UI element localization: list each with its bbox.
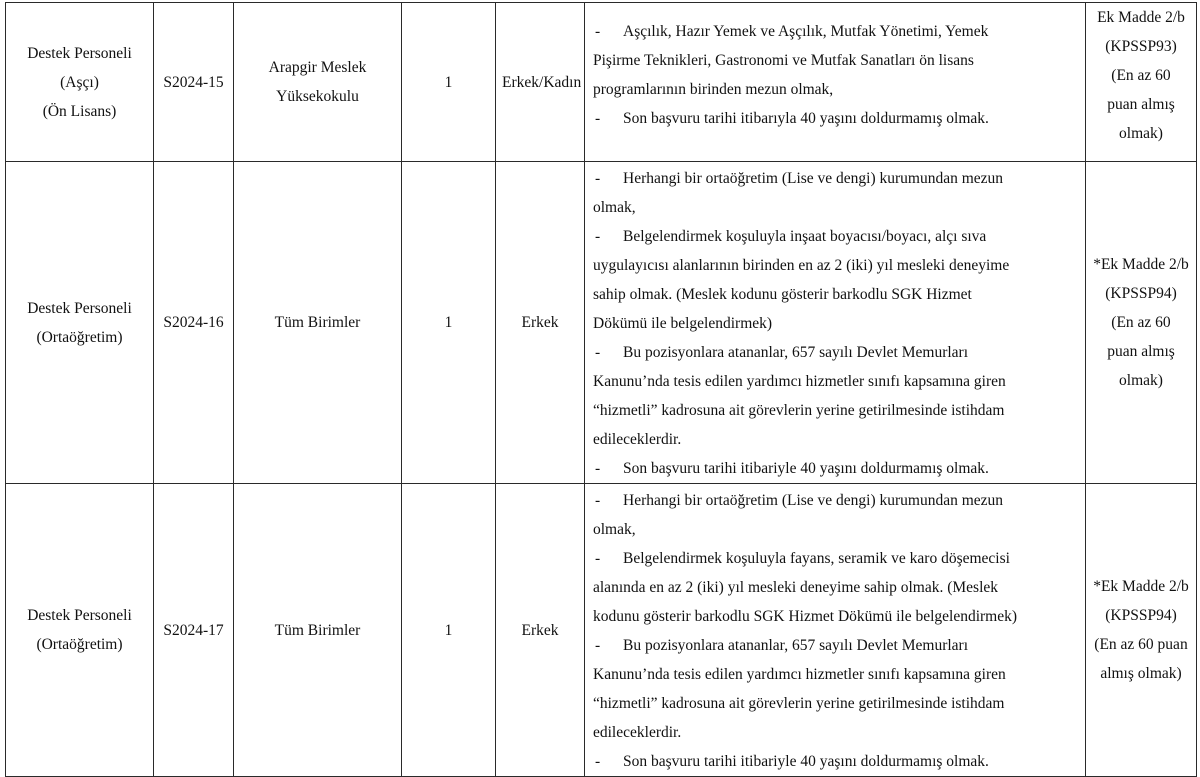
condition-line [593, 164, 1077, 193]
table-row [6, 3, 1197, 162]
condition-line [593, 486, 1077, 515]
condition-text: Pişirme Teknikleri, Gastronomi ve Mutfak Sanatları ön lisans [593, 52, 974, 69]
bullet-dash: - [595, 550, 601, 567]
condition-text: uygulayıcısı alanlarının birinden en az 2 (iki) yıl mesleki deneyime [593, 257, 1010, 274]
unit-cell [234, 162, 402, 484]
condition-text: Belgelendirmek koşuluyla fayans, seramik ve karo döşemecisi [623, 550, 1010, 567]
requirement-cell-line: (En az 60 [1111, 314, 1171, 331]
condition-text: Son başvuru tarihi itibariyle 40 yaşını doldurmamış olmak. [623, 753, 989, 770]
condition-text: Son başvuru tarihi itibarıyla 40 yaşını doldurmamış olmak. [623, 110, 989, 127]
condition-text: programlarının birinden mezun olmak, [593, 81, 834, 98]
position-cell-line: (Ortaöğretim) [36, 328, 123, 346]
code-cell: S2024-15 [154, 3, 234, 162]
requirement-cell-line: *Ek Madde 2/b [1093, 578, 1189, 595]
requirement-cell [1086, 162, 1197, 484]
condition-line [593, 251, 1077, 280]
condition-text: Dökümü ile belgelendirmek) [593, 315, 773, 332]
condition-line [593, 280, 1077, 309]
table-body [6, 3, 1197, 777]
condition-line [593, 396, 1077, 425]
position-cell [6, 3, 154, 162]
requirement-cell-line: olmak) [1119, 125, 1163, 142]
bullet-dash: - [595, 637, 601, 654]
requirement-cell-line: Ek Madde 2/b [1097, 9, 1185, 26]
condition-text: sahip olmak. (Meslek kodunu gösterir barkodlu SGK Hizmet [593, 286, 972, 303]
condition-line [593, 338, 1077, 367]
condition-text: kodunu gösterir barkodlu SGK Hizmet Dökümü ile belgelendirmek) [593, 608, 1018, 625]
position-cell-line: (Aşçı) [60, 73, 99, 91]
requirement-cell-line: puan almış [1107, 96, 1175, 113]
condition-line [593, 544, 1077, 573]
condition-text: “hizmetli” kadrosuna ait görevlerin yerine getirilmesinde istihdam [593, 402, 1005, 419]
condition-line [593, 631, 1077, 660]
condition-line [593, 222, 1077, 251]
position-cell-line: Destek Personeli [27, 607, 132, 624]
requirement-cell-line: (En az 60 [1111, 67, 1171, 84]
gender-cell: Erkek [496, 484, 585, 777]
condition-text: Kanunu’nda tesis edilen yardımcı hizmetler sınıfı kapsamına giren [593, 666, 1006, 683]
requirement-cell-line: (KPSSP93) [1105, 38, 1177, 55]
condition-text: Son başvuru tarihi itibariyle 40 yaşını doldurmamış olmak. [623, 460, 989, 477]
condition-line [593, 193, 1077, 222]
count-cell: 1 [402, 3, 496, 162]
condition-line [593, 454, 1077, 483]
condition-text: “hizmetli” kadrosuna ait görevlerin yerine getirilmesinde istihdam [593, 695, 1005, 712]
requirement-cell [1086, 484, 1197, 777]
bullet-dash: - [595, 460, 601, 477]
count-cell: 1 [402, 162, 496, 484]
requirement-cell-line: almış olmak) [1100, 665, 1182, 682]
condition-text: edileceklerdir. [593, 431, 682, 448]
requirement-cell-line: *Ek Madde 2/b [1093, 256, 1189, 273]
table-row [6, 162, 1197, 484]
requirement-cell-line: olmak) [1119, 372, 1163, 389]
condition-line [593, 309, 1077, 338]
condition-line [593, 573, 1077, 602]
condition-line [593, 747, 1077, 776]
condition-text: Aşçılık, Hazır Yemek ve Aşçılık, Mutfak Yönetimi, Yemek [623, 23, 989, 40]
condition-line [593, 17, 1077, 46]
condition-text: Kanunu’nda tesis edilen yardımcı hizmetler sınıfı kapsamına giren [593, 373, 1006, 390]
bullet-dash: - [595, 170, 601, 187]
condition-line [593, 718, 1077, 747]
code-cell: S2024-17 [154, 484, 234, 777]
condition-line [593, 660, 1077, 689]
conditions-cell [585, 484, 1086, 777]
condition-text: olmak, [593, 521, 636, 538]
condition-line [593, 104, 1077, 133]
bullet-dash: - [595, 23, 601, 40]
code-cell: S2024-16 [154, 162, 234, 484]
condition-text: Herhangi bir ortaöğretim (Lise ve dengi) kurumundan mezun [623, 492, 1004, 509]
condition-text: Bu pozisyonlara atananlar, 657 sayılı Devlet Memurları [623, 344, 969, 361]
condition-text: alanında en az 2 (iki) yıl mesleki deneyime sahip olmak. (Meslek [593, 579, 999, 596]
condition-text: Bu pozisyonlara atananlar, 657 sayılı Devlet Memurları [623, 637, 969, 654]
requirement-cell-line: (KPSSP94) [1105, 285, 1177, 302]
requirement-cell-line: (KPSSP94) [1105, 607, 1177, 624]
unit-cell [234, 484, 402, 777]
condition-line [593, 515, 1077, 544]
unit-cell-line: Tüm Birimler [274, 314, 361, 331]
condition-line [593, 689, 1077, 718]
condition-text: olmak, [593, 199, 636, 216]
requirement-cell [1086, 3, 1197, 162]
condition-line [593, 46, 1077, 75]
position-cell-line: Destek Personeli [27, 44, 132, 62]
position-cell-line: (Ortaöğretim) [36, 636, 123, 653]
position-cell-line: Destek Personeli [27, 299, 132, 317]
condition-text: Belgelendirmek koşuluyla inşaat boyacısı/boyacı, alçı sıva [623, 228, 987, 245]
gender-cell: Erkek [496, 162, 585, 484]
bullet-dash: - [595, 228, 601, 245]
conditions-cell [585, 3, 1086, 162]
condition-line [593, 75, 1077, 104]
condition-text: Herhangi bir ortaöğretim (Lise ve dengi) kurumundan mezun [623, 170, 1004, 187]
unit-cell-line: Tüm Birimler [274, 621, 361, 639]
unit-cell [234, 3, 402, 162]
condition-line [593, 602, 1077, 631]
unit-cell-line: Arapgir Meslek [268, 59, 367, 76]
requirement-cell-line: (En az 60 puan [1094, 636, 1188, 653]
gender-cell: Erkek/Kadın [496, 3, 585, 162]
condition-line [593, 425, 1077, 454]
condition-text: edileceklerdir. [593, 724, 682, 741]
bullet-dash: - [595, 344, 601, 361]
conditions-cell [585, 162, 1086, 484]
document-page [5, 2, 1196, 770]
bullet-dash: - [595, 753, 601, 770]
bullet-dash: - [595, 110, 601, 127]
position-cell [6, 162, 154, 484]
condition-line [593, 367, 1077, 396]
position-cell [6, 484, 154, 777]
position-cell-line: (Ön Lisans) [42, 102, 117, 120]
count-cell: 1 [402, 484, 496, 777]
unit-cell-line: Yüksekokulu [276, 88, 359, 105]
positions-table [5, 2, 1197, 777]
requirement-cell-line: puan almış [1107, 343, 1175, 360]
bullet-dash: - [595, 492, 601, 509]
table-row [6, 484, 1197, 777]
